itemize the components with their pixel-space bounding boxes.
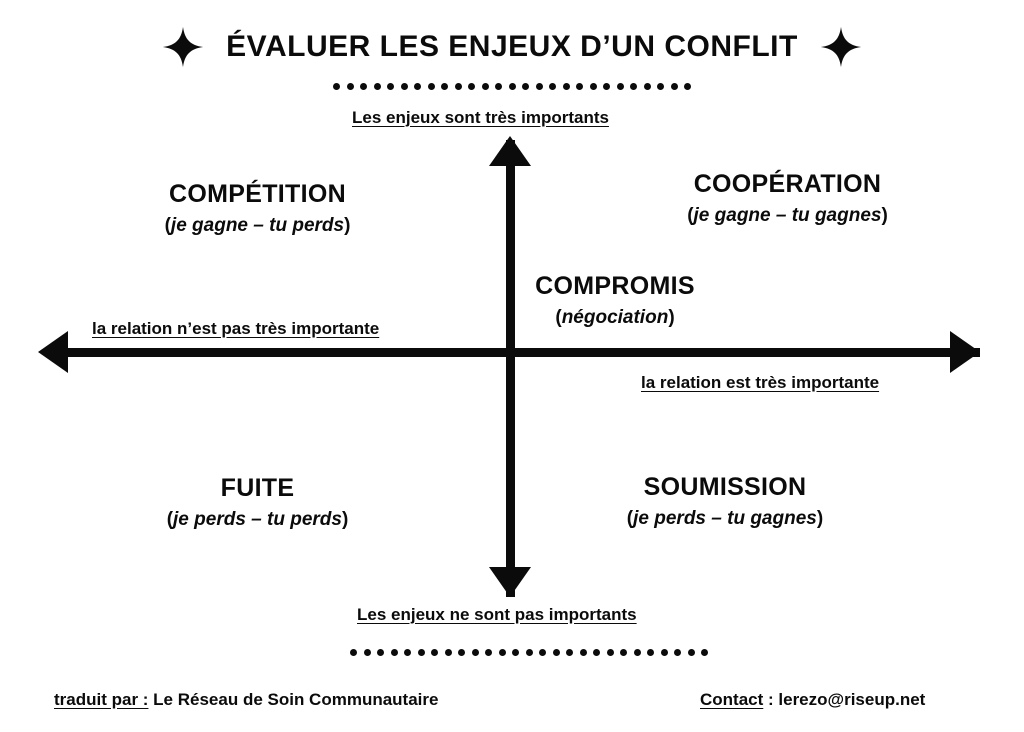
- quadrant-title: FUITE: [220, 474, 295, 502]
- footer-contact-label: Contact: [700, 690, 764, 709]
- arrow-down-icon: [489, 567, 531, 597]
- quadrant-subtitle-text: je gagne – tu perds: [170, 214, 345, 236]
- footer-credit-label: traduit par :: [54, 690, 149, 709]
- quadrant-title: COMPÉTITION: [169, 180, 346, 208]
- arrow-up-icon: [489, 136, 531, 166]
- quadrant-soumission: [540, 473, 910, 531]
- quadrant-subtitle: [85, 507, 430, 533]
- footer-credit: [54, 690, 438, 710]
- quadrant-subtitle-text: je gagne – tu gagnes: [693, 204, 882, 226]
- quadrant-competition: [85, 180, 430, 238]
- quadrant-subtitle-text: je perds – tu gagnes: [633, 507, 817, 529]
- quadrant-title: COMPROMIS: [535, 272, 695, 300]
- quadrant-subtitle-text: je perds – tu perds: [173, 508, 342, 530]
- quadrant-subtitle: [540, 506, 910, 532]
- paren-close: ): [816, 507, 824, 529]
- paren-close: ): [668, 306, 675, 328]
- horizontal-axis-line: [45, 348, 980, 357]
- paren-close: ): [344, 214, 351, 236]
- paren-close: ): [881, 204, 888, 226]
- axis-label-bottom: Les enjeux ne sont pas importants: [357, 605, 637, 624]
- axis-label-top: Les enjeux sont très importants: [352, 108, 609, 127]
- quadrant-cooperation: [600, 170, 975, 228]
- footer-credit-value: Le Réseau de Soin Communautaire: [148, 690, 439, 709]
- quadrant-title: COOPÉRATION: [693, 170, 882, 198]
- quadrant-subtitle: [400, 305, 830, 331]
- dotted-rule-top: [333, 82, 691, 90]
- sparkle-icon: [162, 26, 204, 68]
- axis-label-left: la relation n’est pas très importante: [92, 319, 380, 338]
- vertical-axis-line: [506, 140, 515, 597]
- arrow-right-icon: [950, 331, 980, 373]
- sparkle-icon: [820, 26, 862, 68]
- paren-open: (: [166, 508, 174, 530]
- footer-contact: [700, 690, 925, 710]
- quadrant-subtitle-text: négociation: [561, 306, 669, 328]
- paren-open: (: [626, 507, 634, 529]
- paren-open: (: [164, 214, 171, 236]
- page-title-row: [0, 26, 1024, 68]
- quadrant-title: SOUMISSION: [643, 473, 807, 501]
- paren-open: (: [687, 204, 694, 226]
- dotted-rule-bottom: [350, 648, 708, 656]
- page-title: ÉVALUER LES ENJEUX D’UN CONFLIT: [226, 30, 798, 63]
- axis-label-right: la relation est très importante: [641, 373, 880, 392]
- quadrant-subtitle: [600, 203, 975, 229]
- quadrant-subtitle: [85, 213, 430, 239]
- footer-contact-value: : lerezo@riseup.net: [763, 690, 926, 709]
- arrow-left-icon: [38, 331, 68, 373]
- paren-open: (: [555, 306, 562, 328]
- quadrant-compromis: [400, 272, 830, 330]
- quadrant-fuite: [85, 474, 430, 532]
- paren-close: ): [341, 508, 349, 530]
